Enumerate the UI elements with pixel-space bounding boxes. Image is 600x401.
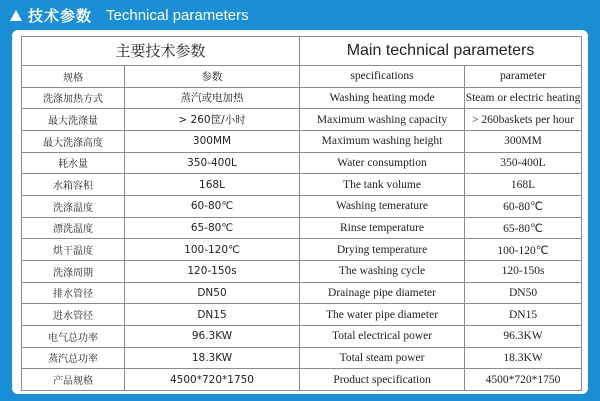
table-title-en: Main technical parameters [300, 37, 582, 66]
param-en-cell: DN15 [465, 304, 582, 326]
param-en-cell: 65-80℃ [465, 217, 582, 239]
triangle-icon [10, 10, 22, 21]
table-row [22, 195, 582, 217]
parameters-table [21, 36, 582, 391]
param-cn-cell: 60-80℃ [125, 195, 300, 217]
spec-cn-cell: 最大洗涤高度 [22, 130, 125, 152]
table-header-row [22, 65, 582, 87]
spec-en-cell: Rinse temperature [300, 217, 465, 239]
param-cn-cell: 120-150s [125, 260, 300, 282]
param-cn-cell: > 260筐/小时 [125, 109, 300, 131]
table-title-row [22, 37, 582, 66]
spec-en-cell: The water pipe diameter [300, 304, 465, 326]
spec-cn-cell: 漂洗温度 [22, 217, 125, 239]
spec-cn-cell: 规格 [22, 65, 125, 87]
table-row [22, 304, 582, 326]
spec-cn-cell: 洗涤周期 [22, 260, 125, 282]
spec-en-cell: Total steam power [300, 347, 465, 369]
spec-en-cell: Drying temperature [300, 239, 465, 261]
spec-cn-cell: 电气总功率 [22, 325, 125, 347]
table-row [22, 282, 582, 304]
param-en-cell: 350-400L [465, 152, 582, 174]
param-cn-cell: 4500*720*1750 [125, 369, 300, 391]
param-en-cell: parameter [465, 65, 582, 87]
table-row [22, 174, 582, 196]
spec-en-cell: The tank volume [300, 174, 465, 196]
param-en-cell: > 260baskets per hour [465, 109, 582, 131]
spec-cn-cell: 耗水量 [22, 152, 125, 174]
spec-en-cell: specifications [300, 65, 465, 87]
param-cn-cell: DN15 [125, 304, 300, 326]
param-cn-cell: 300MM [125, 130, 300, 152]
param-cn-cell: 350-400L [125, 152, 300, 174]
spec-en-cell: Maximum washing capacity [300, 109, 465, 131]
table-row [22, 217, 582, 239]
table-row [22, 347, 582, 369]
param-en-cell: 60-80℃ [465, 195, 582, 217]
table-row [22, 109, 582, 131]
param-cn-cell: 65-80℃ [125, 217, 300, 239]
param-cn-cell: 蒸汽或电加热 [125, 87, 300, 109]
param-en-cell: 18.3KW [465, 347, 582, 369]
table-row [22, 369, 582, 391]
param-cn-cell: 100-120℃ [125, 239, 300, 261]
spec-cn-cell: 最大洗涤量 [22, 109, 125, 131]
param-en-cell: DN50 [465, 282, 582, 304]
param-cn-cell: DN50 [125, 282, 300, 304]
param-en-cell: Steam or electric heating [465, 87, 582, 109]
spec-en-cell: Total electrical power [300, 325, 465, 347]
table-row [22, 325, 582, 347]
spec-cn-cell: 产品规格 [22, 369, 125, 391]
section-header [0, 0, 600, 30]
param-en-cell: 120-150s [465, 260, 582, 282]
param-cn-cell: 96.3KW [125, 325, 300, 347]
param-en-cell: 96.3KW [465, 325, 582, 347]
table-row [22, 239, 582, 261]
param-en-cell: 168L [465, 174, 582, 196]
param-en-cell: 4500*720*1750 [465, 369, 582, 391]
spec-cn-cell: 洗涤加热方式 [22, 87, 125, 109]
table-row [22, 87, 582, 109]
param-en-cell: 100-120℃ [465, 239, 582, 261]
param-cn-cell: 18.3KW [125, 347, 300, 369]
table-row [22, 260, 582, 282]
spec-en-cell: Drainage pipe diameter [300, 282, 465, 304]
spec-en-cell: Product specification [300, 369, 465, 391]
table-title-cn: 主要技术参数 [22, 37, 300, 66]
param-cn-cell: 参数 [125, 65, 300, 87]
spec-cn-cell: 蒸汽总功率 [22, 347, 125, 369]
spec-cn-cell: 洗涤温度 [22, 195, 125, 217]
header-title-en: Technical parameters [106, 6, 249, 24]
param-cn-cell: 168L [125, 174, 300, 196]
spec-cn-cell: 进水管径 [22, 304, 125, 326]
spec-en-cell: Washing temerature [300, 195, 465, 217]
param-en-cell: 300MM [465, 130, 582, 152]
spec-cn-cell: 烘干温度 [22, 239, 125, 261]
spec-en-cell: Maximum washing height [300, 130, 465, 152]
spec-cn-cell: 排水管径 [22, 282, 125, 304]
spec-en-cell: Water consumption [300, 152, 465, 174]
table-row [22, 130, 582, 152]
spec-en-cell: Washing heating mode [300, 87, 465, 109]
header-title-cn: 技术参数 [28, 6, 93, 25]
table-row [22, 152, 582, 174]
spec-cn-cell: 水箱容积 [22, 174, 125, 196]
spec-en-cell: The washing cycle [300, 260, 465, 282]
